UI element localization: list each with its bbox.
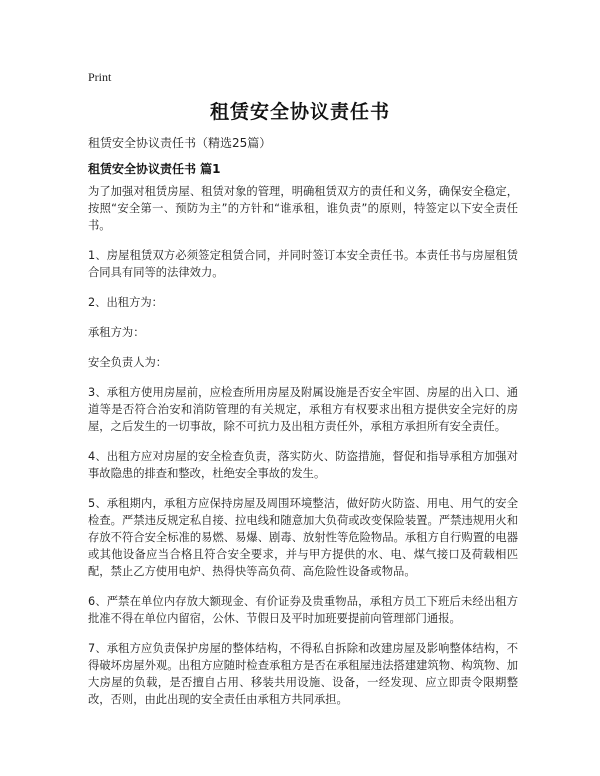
paragraph-safety-officer: 安全负责人为： [88,356,168,369]
paragraph-clause-2: 2、出租方为： [88,296,163,309]
paragraph-clause-6: 6、严禁在单位内存放大额现金、有价证券及贵重物品，承租方员工下班后未经出租方批准不得在单位内留宿，公休、节假日及平时加班要提前向管理部门通报。 [88,595,518,625]
section-heading: 租赁安全协议责任书 篇1 [88,162,221,176]
paragraph-clause-5: 5、承租期内，承租方应保持房屋及周围环境整洁，做好防火防盗、用电、用气的安全检查。严禁违反规定私自接、拉电线和随意加大负荷或改变保险装置。严禁违规用火和存放不符合安全标准的易燃、易爆、剧毒、放射性等危险物品。承租方自行购置的电器或其他设备应当合格且符合安全要求，并与甲方提供的水、电、煤气接口及荷载相匹配，禁止乙方使用电炉、热得快等高负荷、高危险性设备或物品。 [88,497,518,578]
paragraph-clause-7: 7、承租方应负责保护房屋的整体结构，不得私自拆除和改建房屋及影响整体结构，不得破坏房屋外观。出租方应随时检查承租方是否在承租屋违法搭建建筑物、构筑物、加大房屋的负载，是否擅自占用、移装共用设施、设备，一经发现、应立即责令限期整改，否则，由此出现的安全责任由承租方共同承担。 [88,642,518,706]
paragraph-intro: 为了加强对租赁房屋、租赁对象的管理，明确租赁双方的责任和义务，确保安全稳定，按照“安全第一、预防为主”的方针和“谁承租，谁负责”的原则，特签定以下安全责任书。 [88,185,518,232]
paragraph-clause-4: 4、出租方应对房屋的安全检查负责，落实防火、防盗措施，督促和指导承租方加强对事故隐患的排查和整改，杜绝安全事故的发生。 [88,450,518,480]
document-body [88,183,518,721]
document-subtitle: 租赁安全协议责任书（精选25篇） [88,136,272,150]
page-title: 租赁安全协议责任书 [209,101,390,123]
print-link[interactable]: Print [88,70,112,84]
paragraph-lessee: 承租方为： [88,326,145,339]
paragraph-clause-3: 3、承租方使用房屋前，应检查所用房屋及附属设施是否安全牢固、房屋的出入口、通道等是否符合治安和消防管理的有关规定，承租方有权要求出租方提供安全完好的房屋，之后发生的一切事故，除不可抗力及出租方责任外，承租方承担所有安全责任。 [88,386,518,433]
paragraph-clause-1: 1、房屋租赁双方必须签定租赁合同，并同时签订本安全责任书。本责任书与房屋租赁合同具有同等的法律效力。 [88,249,518,279]
